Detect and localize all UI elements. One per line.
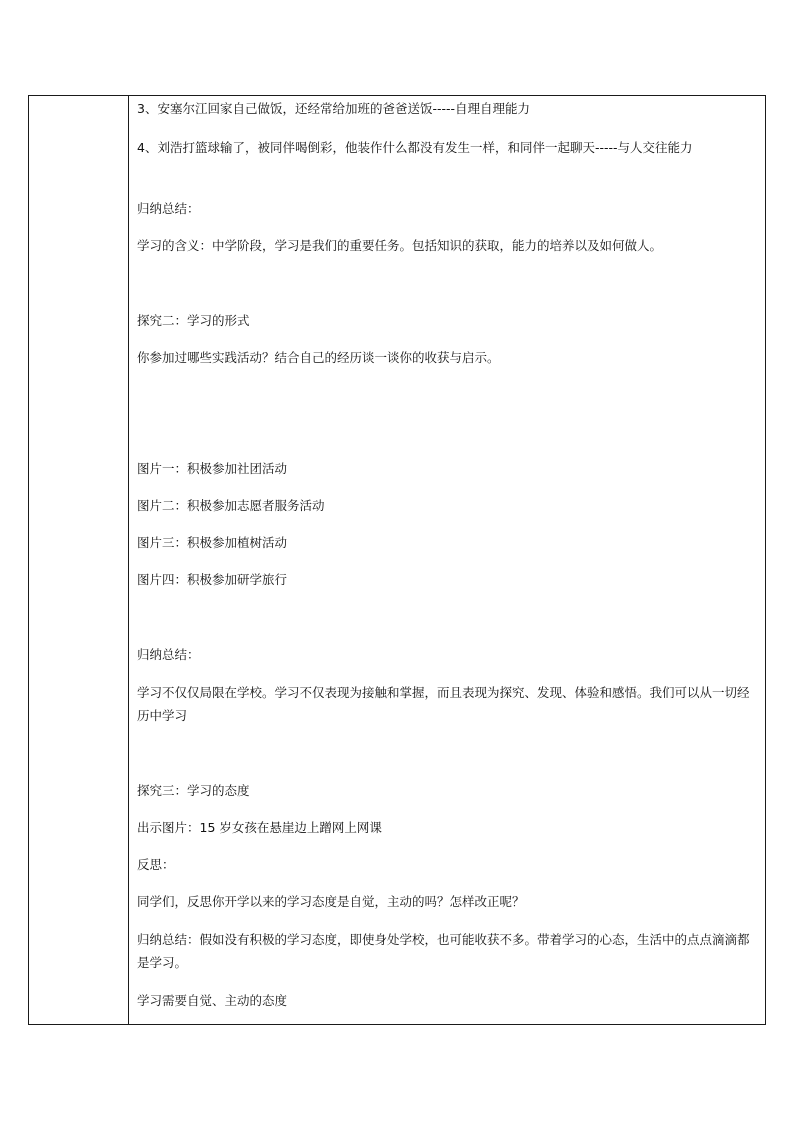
table-left-cell <box>29 96 129 1024</box>
picture-1-caption: 图片一：积极参加社团活动 <box>137 461 288 476</box>
summary-label-2: 归纳总结： <box>137 647 200 662</box>
reflection-question: 同学们，反思你开学以来的学习态度是自觉，主动的吗？怎样改正呢？ <box>137 894 525 909</box>
picture-2-caption: 图片二：积极参加志愿者服务活动 <box>137 498 325 513</box>
picture-note-text: 出示图片：15 岁女孩在悬崖边上蹭网上网课 <box>137 820 382 835</box>
attitude-conclusion-text: 学习需要自觉、主动的态度 <box>137 993 288 1008</box>
case-3-text: 3、安塞尔江回家自己做饭，还经常给加班的爸爸送饭-----自理自理能力 <box>137 101 531 116</box>
case-4-text: 4、刘浩打篮球输了，被同伴喝倒彩，他装作什么都没有发生一样，和同伴一起聊天-----与人交往能力 <box>137 140 693 155</box>
attitude-summary-text: 归纳总结：假如没有积极的学习态度，即使身处学校，也可能收获不多。带着学习的心态，生活中的点点滴滴都是学习。 <box>137 932 750 970</box>
reflection-label: 反思： <box>137 857 175 872</box>
learning-scope-text: 学习不仅仅局限在学校。学习不仅表现为接触和掌握，而且表现为探究、发现、体验和感悟。我们可以从一切经历中学习 <box>137 685 750 723</box>
summary-label-1: 归纳总结： <box>137 201 200 216</box>
inquiry-2-question: 你参加过哪些实践活动？结合自己的经历谈一谈你的收获与启示。 <box>137 350 500 365</box>
lesson-table <box>28 95 766 1025</box>
inquiry-2-heading: 探究二：学习的形式 <box>137 313 250 328</box>
picture-4-caption: 图片四：积极参加研学旅行 <box>137 572 288 587</box>
learning-definition-text: 学习的含义：中学阶段，学习是我们的重要任务。包括知识的获取，能力的培养以及如何做人。 <box>137 238 663 253</box>
picture-3-caption: 图片三：积极参加植树活动 <box>137 535 288 550</box>
inquiry-3-heading: 探究三：学习的态度 <box>137 783 250 798</box>
table-content-cell <box>129 96 765 1024</box>
